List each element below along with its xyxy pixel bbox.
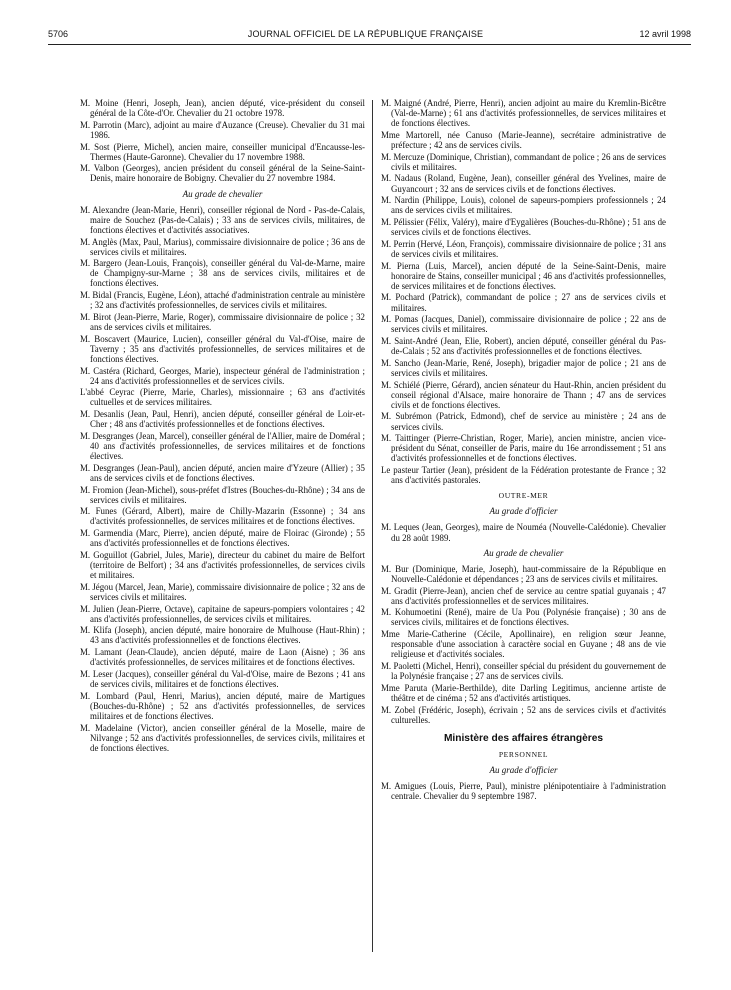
ministry-title: Ministère des affaires étrangères xyxy=(443,732,604,744)
decoration-entry: M. Gradit (Pierre-Jean), ancien chef de service au centre spatial guyanais ; 47 ans d'activités professionnelles et de services militaires. xyxy=(381,585,666,606)
decoration-entry: M. Sost (Pierre, Michel), ancien maire, conseiller municipal d'Encausse-les-Thermes (Haute-Garonne). Chevalier du 17 novembre 1988. xyxy=(80,141,365,162)
left-subheading: Au grade de chevalier xyxy=(182,188,263,199)
decoration-entry: M. Desanlis (Jean, Paul, Henri), ancien député, conseiller général de Loir-et-Cher ; 48 ans d'activités professionnelles et de fonctions électives. xyxy=(80,409,365,430)
decoration-entry: Mme Martorell, née Canuso (Marie-Jeanne), secrétaire administrative de préfecture ; 42 ans de services civils. xyxy=(381,129,666,150)
decoration-entry: M. Alexandre (Jean-Marie, Henri), conseiller régional de Nord - Pas-de-Calais, maire de Souchez (Pas-de-Calais) ; 33 ans de services civils, militaires, de fonctions électives et d'activités associatives. xyxy=(80,204,365,235)
decoration-entry: M. Pierna (Luis, Marcel), ancien député de la Seine-Saint-Denis, maire honoraire de Stains, conseiller municipal ; 46 ans d'activités professionnelles, de services militaires et de fonctions électives. xyxy=(381,260,666,291)
decoration-entry: M. Castéra (Richard, Georges, Marie), inspecteur général de l'administration ; 24 ans d'activités professionnelles et de services civils. xyxy=(80,365,365,386)
decoration-entry: M. Pomas (Jacques, Daniel), commissaire divisionnaire de police ; 22 ans de services civils et militaires. xyxy=(381,314,666,335)
decoration-entry: M. Nadaus (Roland, Eugène, Jean), conseiller général des Yvelines, maire de Guyancourt ; 32 ans de services civils et de fonctions électives. xyxy=(381,173,666,194)
column-divider xyxy=(372,100,373,952)
decoration-entry: M. Desgranges (Jean-Paul), ancien député, ancien maire d'Yzeure (Allier) ; 35 ans de services civils et de fonctions électives. xyxy=(80,462,365,483)
decoration-entry: M. Garmendia (Marc, Pierre), ancien député, maire de Floirac (Gironde) ; 55 ans d'activités professionnelles et de fonctions électives. xyxy=(80,528,365,549)
decoration-entry: M. Paoletti (Michel, Henri), conseiller spécial du président du gouvernement de la Polynésie française ; 27 ans de services civils. xyxy=(381,660,666,682)
decoration-entry: M. Boscavert (Maurice, Lucien), conseiller général du Val-d'Oise, maire de Taverny ; 35 ans d'activités professionnelles, de services militaires et de fonctions électives. xyxy=(80,333,365,364)
right-column xyxy=(381,98,666,803)
left-main-entries xyxy=(80,205,365,753)
decoration-entry: M. Fromion (Jean-Michel), sous-préfet d'Istres (Bouches-du-Rhône) ; 34 ans de services civils et militaires. xyxy=(80,484,365,505)
decoration-entry: M. Sancho (Jean-Marie, René, Joseph), brigadier major de police ; 21 ans de services civils et militaires. xyxy=(381,357,666,378)
decoration-entry: M. Taittinger (Pierre-Christian, Roger, Marie), ancien ministre, ancien vice-président du Sénat, conseiller de Paris, maire du 16e arrondissement ; 51 ans d'activités professionnelles et de fonctions électives. xyxy=(381,433,666,464)
decoration-entry: M. Pochard (Patrick), commandant de police ; 27 ans de services civils et militaires. xyxy=(381,292,666,313)
decoration-entry: M. Schiélé (Pierre, Gérard), ancien sénateur du Haut-Rhin, ancien président du conseil régional d'Alsace, maire honoraire de Thann ; 47 ans de services civils et de fonctions électives. xyxy=(381,379,666,410)
decoration-entry: M. Maigné (André, Pierre, Henri), ancien adjoint au maire du Kremlin-Bicêtre (Val-de-Marne) ; 61 ans d'activités professionnelles, de services militaires et de fonctions électives. xyxy=(381,98,666,129)
ministry-subheading: Au grade d'officier xyxy=(489,764,558,775)
decoration-entry: M. Desgranges (Jean, Marcel), conseiller général de l'Allier, maire de Doméral ; 40 ans d'activités professionnelles, de services militaires et de fonctions électives. xyxy=(80,430,365,462)
decoration-entry: M. Leques (Jean, Georges), maire de Nouméa (Nouvelle-Calédonie). Chevalier du 28 août 1989. xyxy=(381,522,666,543)
decoration-entry: M. Subrémon (Patrick, Edmond), chef de service au ministère ; 24 ans de services civils. xyxy=(381,411,666,432)
journal-title: JOURNAL OFFICIEL DE LA RÉPUBLIQUE FRANÇAISE xyxy=(247,29,484,39)
right-top-entries xyxy=(381,98,666,485)
ministry-entries xyxy=(381,781,666,801)
header-rule xyxy=(48,44,691,45)
decoration-entry: L'abbé Ceyrac (Pierre, Marie, Charles), missionnaire ; 63 ans d'activités cultuelles et de services militaires. xyxy=(80,387,365,408)
decoration-entry: M. Mercuze (Dominique, Christian), commandant de police ; 26 ans de services civils et militaires. xyxy=(381,151,666,172)
decoration-entry: Mme Marie-Catherine (Cécile, Apollinaire), en religion sœur Jeanne, responsable d'une association à caractère social en Guyane ; 48 ans de vie religieuse et d'activités sociales. xyxy=(381,629,666,660)
decoration-entry: M. Valbon (Georges), ancien président du conseil général de la Seine-Saint-Denis, maire honoraire de Bobigny. Chevalier du 27 novembre 1984. xyxy=(80,163,365,184)
ministry-section: PERSONNEL xyxy=(498,749,549,759)
decoration-entry: M. Funes (Gérard, Albert), maire de Chilly-Mazarin (Essonne) ; 34 ans d'activités professionnelles, de services militaires et de fonctions électives. xyxy=(80,506,365,527)
decoration-entry: M. Moine (Henri, Joseph, Jean), ancien député, vice-président du conseil général de la Côte-d'Or. Chevalier du 21 octobre 1978. xyxy=(80,98,365,119)
page-header xyxy=(0,0,731,40)
decoration-entry: M. Bidal (Francis, Eugène, Léon), attaché d'administration centrale au ministère ; 32 ans d'activités professionnelles, de services civils et militaires. xyxy=(80,290,365,311)
decoration-entry: M. Zobel (Frédéric, Joseph), écrivain ; 52 ans de services civils et d'activités culturelles. xyxy=(381,704,666,725)
outremer-heading: OUTRE-MER xyxy=(498,491,549,501)
outremer-officer-entries xyxy=(381,522,666,542)
page-number: 5706 xyxy=(48,29,69,39)
decoration-entry: M. Lombard (Paul, Henri, Marius), ancien député, maire de Martigues (Bouches-du-Rhône) ; 52 ans d'activités professionnelles, de services militaires et de fonctions électives. xyxy=(80,690,365,721)
decoration-entry: M. Goguillot (Gabriel, Jules, Marie), directeur du cabinet du maire de Belfort (territoire de Belfort) ; 34 ans d'activités professionnelles, de services civils et militaires. xyxy=(80,549,365,581)
left-top-entries xyxy=(80,98,365,184)
decoration-entry: M. Jégou (Marcel, Jean, Marie), commissaire divisionnaire de police ; 32 ans de services civils et militaires. xyxy=(80,581,365,602)
decoration-entry: Mme Paruta (Marie-Berthilde), dite Darling Legitimus, ancienne artiste de théâtre et de cinéma ; 52 ans d'activités artistiques. xyxy=(381,682,666,703)
decoration-entry: M. Anglès (Max, Paul, Marius), commissaire divisionnaire de police ; 36 ans de services civils et militaires. xyxy=(80,236,365,257)
decoration-entry: Le pasteur Tartier (Jean), président de la Fédération protestante de France ; 32 ans d'activités pastorales. xyxy=(381,465,666,486)
decoration-entry: M. Perrin (Hervé, Léon, François), commissaire divisionnaire de police ; 31 ans de services civils et militaires. xyxy=(381,238,666,259)
decoration-entry: M. Leser (Jacques), conseiller général du Val-d'Oise, maire de Bezons ; 41 ans de services civils, militaires et de fonctions électives. xyxy=(80,668,365,690)
decoration-entry: M. Saint-André (Jean, Elie, Robert), ancien député, conseiller général du Pas-de-Calais ; 52 ans d'activités professionnelles et de fonctions électives. xyxy=(381,336,666,357)
outremer-knight-subheading: Au grade de chevalier xyxy=(483,547,564,558)
decoration-entry: M. Lamant (Jean-Claude), ancien député, maire de Laon (Aisne) ; 36 ans d'activités professionnelles, de services militaires et de fonctions électives. xyxy=(80,647,365,668)
outremer-officer-subheading: Au grade d'officier xyxy=(489,506,558,517)
left-column xyxy=(80,98,365,754)
decoration-entry: M. Amigues (Louis, Pierre, Paul), ministre plénipotentiaire à l'administration centrale. Chevalier du 9 septembre 1987. xyxy=(381,781,666,802)
outremer-knight-entries xyxy=(381,564,666,725)
decoration-entry: M. Nardin (Philippe, Louis), colonel de sapeurs-pompiers professionnels ; 24 ans de services civils et militaires. xyxy=(381,195,666,216)
decoration-entry: M. Birot (Jean-Pierre, Marie, Roger), commissaire divisionnaire de police ; 32 ans de services civils et militaires. xyxy=(80,311,365,333)
decoration-entry: M. Bur (Dominique, Marie, Joseph), haut-commissaire de la République en Nouvelle-Calédonie et dépendances ; 23 ans de services civils et militaires. xyxy=(381,563,666,584)
decoration-entry: M. Klifa (Joseph), ancien député, maire honoraire de Mulhouse (Haut-Rhin) ; 43 ans d'activités professionnelles et de fonctions électives. xyxy=(80,625,365,646)
decoration-entry: M. Pélissier (Félix, Valéry), maire d'Eygalières (Bouches-du-Rhône) ; 51 ans de services civils et de fonctions électives. xyxy=(381,217,666,238)
decoration-entry: M. Parrotin (Marc), adjoint au maire d'Auzance (Creuse). Chevalier du 31 mai 1986. xyxy=(80,119,365,140)
issue-date: 12 avril 1998 xyxy=(639,29,691,39)
decoration-entry: M. Julien (Jean-Pierre, Octave), capitaine de sapeurs-pompiers volontaires ; 42 ans d'activités professionnelles, de services civils et militaires. xyxy=(80,603,365,624)
decoration-entry: M. Kohumoetini (René), maire de Ua Pou (Polynésie française) ; 30 ans de services civils, militaires et de fonctions électives. xyxy=(381,607,666,628)
decoration-entry: M. Bargero (Jean-Louis, François), conseiller général du Val-de-Marne, maire de Champigny-sur-Marne ; 38 ans de services civils, militaires et de fonctions électives. xyxy=(80,258,365,289)
decoration-entry: M. Madelaine (Victor), ancien conseiller général de la Moselle, maire de Nilvange ; 52 ans d'activités professionnelles, de services civils, militaires et de fonctions électives. xyxy=(80,722,365,753)
